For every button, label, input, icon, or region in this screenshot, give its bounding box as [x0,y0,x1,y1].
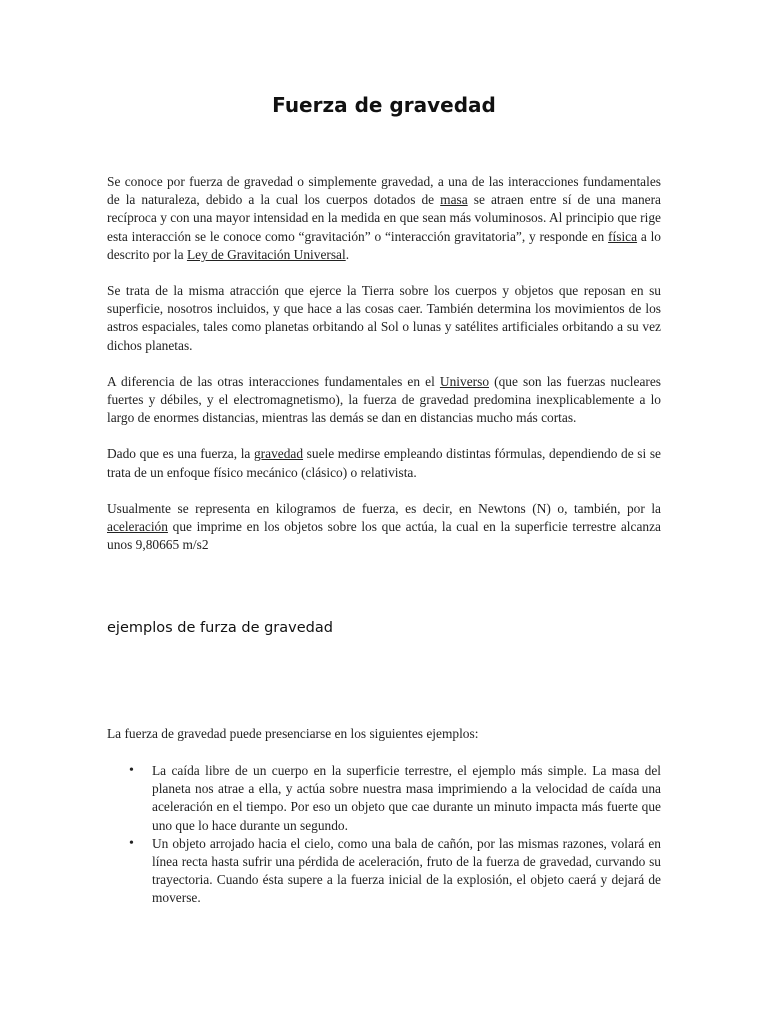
page-title: Fuerza de gravedad [272,93,496,117]
paragraph-units [107,500,661,555]
section-heading: ejemplos de furza de gravedad [107,620,333,636]
examples-intro: La fuerza de gravedad puede presenciarse en los siguientes ejemplos: [107,726,479,741]
link-gravedad[interactable]: gravedad [253,446,304,462]
paragraph-measurement [107,445,661,481]
list-item-text: Un objeto arrojado hacia el cielo, como una bala de cañón, por las mismas razones, volará en línea recta hasta sufrir una pérdida de aceleración, fruto de la fuerza de gravedad, curvando su trayectoria. Cuando ésta supere a la fuerza inicial de la explosión, el objeto caerá y dejará de moverse. [152,835,661,906]
document-body [107,173,661,572]
paragraph-fundamental-interactions [107,373,661,428]
paragraph-text: (que son las fuerzas nucleares fuertes y débiles, y el electromagnetismo), la fuerza de gravedad predomina inexplicablemente a lo largo de enormes distancias, mientras las demás se dan en distancias mucho más cortas. [107,373,661,426]
link-masa[interactable]: masa [440,192,468,208]
link-ley-gravitacion[interactable]: Ley de Gravitación Universal [186,246,346,262]
examples-list [107,762,661,908]
paragraph-text: se atraen entre sí de una manera recíproca y con una mayor intensidad en la medida en que sean más voluminosos. Al principio que rige esta interacción se le conoce como “gravitación” o “interacción gravitatoria”, y responde en [107,192,661,244]
paragraph-text: Usualmente se representa en kilogramos de fuerza, es decir, en Newtons (N) o, también, por la [107,500,661,516]
paragraph-text: que imprime en los objetos sobre los que actúa, la cual en la superficie terrestre alcanza unos 9,80665 m/s2 [107,519,661,553]
paragraph-text: . [345,246,350,262]
paragraph-text: Se conoce por fuerza de gravedad o simplemente gravedad, a una de las interacciones fundamentales de la naturaleza, debido a la cual los cuerpos dotados de [107,174,661,208]
paragraph-text: A diferencia de las otras interacciones fundamentales en el [107,373,440,389]
bullet-icon: • [129,763,134,778]
link-fisica[interactable]: física [608,228,638,244]
list-item [107,762,661,835]
paragraph-text: suele medirse empleando distintas fórmulas, dependiendo de si se trata de un enfoque físico mecánico (clásico) o relativista. [107,446,661,480]
link-aceleracion[interactable]: aceleración [107,519,168,535]
paragraph-text: a lo descrito por la [107,228,661,262]
list-item [107,835,661,908]
paragraph-text: Dado que es una fuerza, la [107,446,254,462]
paragraph-earth-attraction: Se trata de la misma atracción que ejerce la Tierra sobre los cuerpos y objetos que reposan en su superficie, nosotros incluidos, y que hace a las cosas caer. También determina los movimientos de los astros espaciales, tales como planetas orbitando al Sol o lunas y satélites artificiales orbitando a su vez dichos planetas. [107,283,661,353]
paragraph-definition [107,173,661,264]
bullet-icon: • [129,835,134,851]
list-item-text: La caída libre de un cuerpo en la superficie terrestre, el ejemplo más simple. La masa del planeta nos atrae a ella, y actúa sobre nuestra masa imprimiendo a la velocidad de caída una aceleración en el tiempo. Por eso un objeto que cae durante un minuto impacta más fuerte que uno que lo hace durante un segundo. [152,763,661,833]
link-universo[interactable]: Universo [439,373,490,389]
